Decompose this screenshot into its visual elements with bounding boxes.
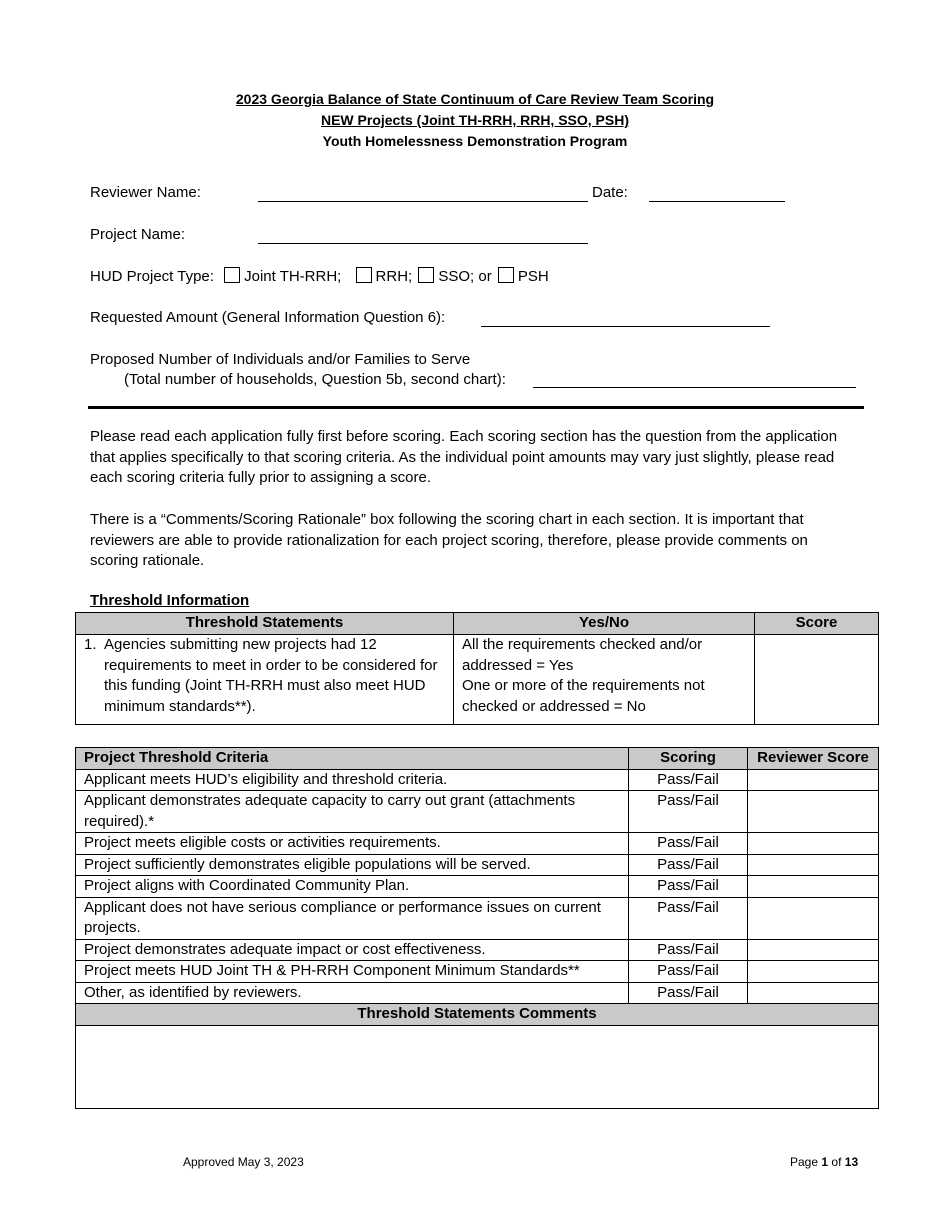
option-rrh: RRH; — [375, 268, 413, 285]
requested-amount-label: Requested Amount (General Information Question 6): — [90, 309, 446, 326]
criteria-scoring: Pass/Fail — [629, 854, 748, 876]
reviewer-score-cell[interactable] — [748, 982, 879, 1004]
reviewer-name-label: Reviewer Name: — [90, 184, 201, 201]
criteria-header-scoring: Scoring — [629, 748, 748, 770]
threshold-statement-cell — [76, 635, 454, 725]
criteria-scoring: Pass/Fail — [629, 769, 748, 791]
reviewer-score-cell[interactable] — [748, 876, 879, 898]
table-row — [76, 791, 879, 833]
requested-amount-field[interactable] — [481, 326, 770, 327]
table-row — [76, 897, 879, 939]
comments-header: Threshold Statements Comments — [76, 1004, 879, 1026]
criteria-scoring: Pass/Fail — [629, 833, 748, 855]
instructions-paragraph-1: Please read each application fully first before scoring. Each scoring section has the question from the application that applies specifically to that scoring criteria. As the individual point amounts may vary just slightly, please read each scoring criteria fully prior to assigning a score. — [90, 428, 838, 486]
criteria-scoring: Pass/Fail — [629, 982, 748, 1004]
option-psh: PSH — [517, 268, 549, 285]
program-name: Youth Homelessness Demonstration Program — [322, 133, 628, 149]
date-field[interactable] — [649, 201, 785, 202]
table-row — [76, 982, 879, 1004]
instructions-paragraph-2: There is a “Comments/Scoring Rationale” box following the scoring chart in each section. It is important that reviewers are able to provide rationalization for each project scoring, therefore, please provide comments on scoring rationale. — [90, 511, 808, 569]
criteria-scoring: Pass/Fail — [629, 791, 748, 833]
document-title: 2023 Georgia Balance of State Continuum of Care Review Team Scoring — [235, 91, 715, 107]
reviewer-name-field[interactable] — [258, 201, 588, 202]
page-number — [790, 1155, 858, 1169]
yes-criteria: All the requirements checked and/or addressed = Yes — [462, 636, 703, 674]
reviewer-score-cell[interactable] — [748, 897, 879, 939]
project-type-label: HUD Project Type: — [90, 268, 214, 285]
page-prefix: Page — [790, 1155, 819, 1169]
no-criteria: One or more of the requirements not checked or addressed = No — [462, 677, 705, 715]
criteria-text: Applicant demonstrates adequate capacity to carry out grant (attachments required).* — [76, 791, 629, 833]
checkbox-psh[interactable] — [498, 267, 514, 283]
threshold-header-score: Score — [755, 613, 879, 635]
page-total: 13 — [844, 1155, 859, 1169]
date-label: Date: — [592, 184, 628, 201]
threshold-header-statements: Threshold Statements — [76, 613, 454, 635]
reviewer-score-cell[interactable] — [748, 791, 879, 833]
threshold-header-yes-no: Yes/No — [454, 613, 755, 635]
criteria-scoring: Pass/Fail — [629, 876, 748, 898]
threshold-section-title: Threshold Information — [90, 592, 250, 609]
reviewer-score-cell[interactable] — [748, 769, 879, 791]
table-row — [76, 833, 879, 855]
criteria-header-criteria: Project Threshold Criteria — [76, 748, 629, 770]
criteria-text: Project demonstrates adequate impact or cost effectiveness. — [76, 939, 629, 961]
checkbox-rrh[interactable] — [356, 267, 372, 283]
option-joint-th-rrh: Joint TH-RRH; — [244, 268, 342, 285]
criteria-header-reviewer-score: Reviewer Score — [748, 748, 879, 770]
criteria-table — [75, 747, 879, 1109]
reviewer-score-cell[interactable] — [748, 939, 879, 961]
criteria-text: Project meets HUD Joint TH & PH-RRH Component Minimum Standards** — [76, 961, 629, 983]
criteria-text: Project aligns with Coordinated Community Plan. — [76, 876, 629, 898]
criteria-scoring: Pass/Fail — [629, 897, 748, 939]
project-name-label: Project Name: — [90, 226, 186, 243]
option-sso: SSO; or — [438, 268, 492, 285]
threshold-table — [75, 612, 879, 725]
checkbox-sso[interactable] — [418, 267, 434, 283]
approved-date: Approved May 3, 2023 — [183, 1155, 304, 1169]
criteria-text: Applicant does not have serious compliance or performance issues on current projects. — [76, 897, 629, 939]
threshold-yes-no-cell — [454, 635, 755, 725]
page-of: of — [831, 1155, 842, 1169]
project-type-row — [90, 267, 549, 285]
statement-text: Agencies submitting new projects had 12 requirements to meet in order to be considered for this funding (Joint TH-RRH must also meet HUD minimum standards**). — [104, 636, 438, 715]
criteria-scoring: Pass/Fail — [629, 961, 748, 983]
table-row — [76, 854, 879, 876]
reviewer-score-cell[interactable] — [748, 961, 879, 983]
reviewer-score-cell[interactable] — [748, 833, 879, 855]
proposed-number-label: Proposed Number of Individuals and/or Families to Serve — [90, 351, 471, 368]
criteria-text: Applicant meets HUD’s eligibility and threshold criteria. — [76, 769, 629, 791]
reviewer-score-cell[interactable] — [748, 854, 879, 876]
table-row — [76, 635, 879, 725]
criteria-text: Project sufficiently demonstrates eligible populations will be served. — [76, 854, 629, 876]
table-row — [76, 961, 879, 983]
threshold-score-cell[interactable] — [755, 635, 879, 725]
criteria-text: Project meets eligible costs or activities requirements. — [76, 833, 629, 855]
document-subtitle: NEW Projects (Joint TH-RRH, RRH, SSO, PSH) — [320, 112, 630, 128]
table-row — [76, 769, 879, 791]
project-name-field[interactable] — [258, 243, 588, 244]
criteria-text: Other, as identified by reviewers. — [76, 982, 629, 1004]
checkbox-joint-th-rrh[interactable] — [224, 267, 240, 283]
proposed-number-sublabel: (Total number of households, Question 5b, second chart): — [124, 371, 506, 388]
proposed-number-field[interactable] — [533, 387, 856, 388]
table-row — [76, 876, 879, 898]
comments-box[interactable] — [76, 1025, 879, 1108]
table-row — [76, 939, 879, 961]
page-current: 1 — [821, 1155, 829, 1169]
statement-number: 1. — [84, 636, 97, 653]
criteria-scoring: Pass/Fail — [629, 939, 748, 961]
section-divider — [88, 406, 864, 409]
